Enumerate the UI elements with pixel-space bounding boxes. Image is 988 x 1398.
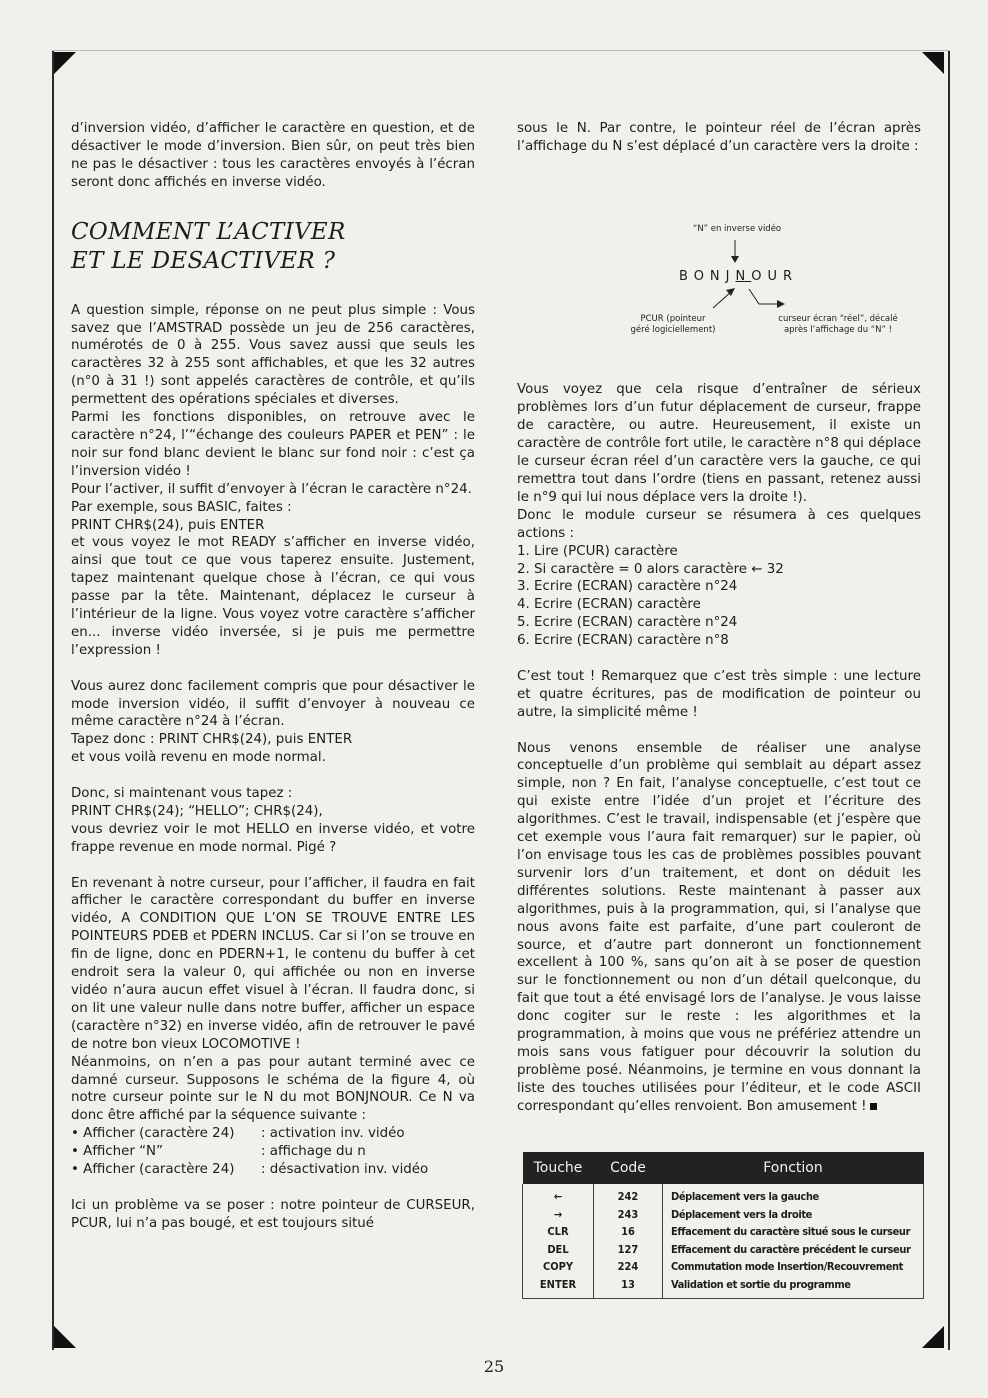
paragraph: Donc le module curseur se résumera à ces quelques actions : — [517, 507, 921, 541]
figure-label-left — [613, 314, 733, 336]
left-column — [71, 120, 475, 1233]
corner-mark-top-right — [922, 52, 944, 74]
paragraph: Par exemple, sous BASIC, faites : — [71, 499, 292, 515]
corner-mark-bottom-right — [922, 1326, 944, 1348]
label-line: PCUR (pointeur — [640, 313, 706, 324]
cursor-figure — [517, 156, 921, 335]
section-heading — [71, 218, 475, 276]
table-cell-key: DEL — [547, 1242, 569, 1256]
function-column — [663, 1184, 924, 1299]
label-line: après l’affichage du “N” ! — [783, 324, 893, 335]
word-part: OUR — [751, 268, 798, 284]
word-underlined-letter: N — [735, 268, 752, 284]
paragraph: Ici un problème va se poser : notre pointeur de CURSEUR, PCUR, lui n’a pas bougé, et est toujours situé — [71, 1197, 475, 1231]
step-item: 4. Ecrire (ECRAN) caractère — [517, 597, 701, 613]
paragraph: Vous voyez que cela risque d’entraîner de sérieux problèmes lors d’un futur déplacement de curseur, frappe de caractère, ou autre. Heureusement, il existe un caractère de contrôle fort utile, le caractère n°8 qui déplace le curseur écran réel d’un caractère vers la gauche, ce qui remettra tout dans l’ordre (tiens en passant, retenez aussi le n°9 qui lui nous déplace vers la droite !). — [517, 382, 921, 505]
bullet-effect: : activation inv. vidéo — [261, 1126, 405, 1142]
label-line: géré logiciellement) — [630, 324, 716, 335]
table-cell-key: CLR — [547, 1225, 569, 1238]
bullet-effect: : désactivation inv. vidéo — [261, 1162, 429, 1178]
table-cell-code: 242 — [617, 1190, 639, 1203]
paragraph: vous devriez voir le mot HELLO en inverse vidéo, et votre frappe revenue en mode normal. Pigé ? — [71, 821, 475, 855]
key-table — [522, 1152, 924, 1299]
code-line: PRINT CHR$(24); “HELLO”; CHR$(24), — [71, 803, 323, 819]
right-column — [517, 120, 921, 1116]
step-item: 1. Lire (PCUR) caractère — [517, 543, 678, 559]
table-cell-code: 243 — [617, 1207, 639, 1221]
table-cell-function: Effacement du caractère situé sous le curseur — [671, 1225, 911, 1238]
table-cell-code: 224 — [617, 1260, 639, 1273]
table-cell-code: 16 — [621, 1225, 635, 1238]
paragraph-text: Nous venons ensemble de réaliser une analyse conceptuelle d’un problème qui semblait au départ assez simple, non ? En fait, l’analyse conceptuelle, c’est tout ce qui existe entre l’idée d’un projet et l’écriture des algorithmes. C’est le travail, indispensable (et j’espère que cet exemple vous l’aura fait remarquer) sur le papier, où l’on envisage tous les cas de problèmes possibles pouvant survenir lors d’un traitement, et dont on déduit les différentes solutions. Reste maintenant à passer aux algorithmes, puis à la programmation, qui, si l’analyse que nous avons faite est parfaite, d’une part couleront de source, et d’autre part donneront un fonctionnement excellent à 100 %, sans qu’on ait à se poser de question sur le fonctionnement ou non d’un détail quelconque, du fait que tout a été envisagé lors de l’analyse. Je vous laisse donc cogiter sur le reste : les algorithmes et la programmation, à moins que vous ne préfériez attendre un mois sans vous fatiguer pour découvrir la solution du problème posé. Néanmoins, je termine en vous donnant la liste des touches utilisées pour l’éditeur, et le code ASCII correspondant qu’elles renvoient. Bon amusement ! — [517, 740, 921, 1114]
paragraph: Donc, si maintenant vous tapez : — [71, 786, 293, 802]
paragraph: et vous voyez le mot READY s’afficher en inverse vidéo, ainsi que tout ce que vous taperez ensuite. Justement, tapez maintenant quelque chose à l’écran, ce qui vous passe par la tête. Maintenant, déplacez le curseur à l’intérieur de la ligne. Vous voyez votre caractère s’afficher en... inverse vidéo inversée, si je puis me permettre l’expression ! — [71, 535, 475, 658]
paragraph — [517, 740, 921, 1116]
corner-mark-bottom-left — [54, 1326, 76, 1348]
word-part: BONJ — [679, 268, 736, 284]
column-header-key: Touche — [523, 1152, 594, 1184]
bullet-effect: : affichage du n — [261, 1144, 366, 1160]
table-cell-function: Déplacement vers la gauche — [671, 1190, 819, 1203]
step-item: 6. Ecrire (ECRAN) caractère n°8 — [517, 633, 729, 649]
heading-line-1: COMMENT L’ACTIVER — [71, 218, 346, 245]
paragraph: Tapez donc : PRINT CHR$(24), puis ENTER — [71, 732, 353, 748]
end-square-mark — [870, 1103, 877, 1110]
step-item: 3. Ecrire (ECRAN) caractère n°24 — [517, 579, 738, 595]
bullet-action: • Afficher “N” — [71, 1144, 164, 1160]
table-cell-function: Effacement du caractère précédent le curseur — [671, 1242, 911, 1256]
column-header-code: Code — [594, 1152, 663, 1184]
figure-label-top: “N” en inverse vidéo — [692, 223, 782, 234]
frame-top-rule — [52, 50, 950, 51]
paragraph: En revenant à notre curseur, pour l’afficher, il faudra en fait afficher le caractère correspondant du buffer en inverse vidéo, A CONDITION QUE L’ON SE TROUVE ENTRE LES POINTEURS PDEB et PDERN INCLUS. Car si l’on se trouve en fin de ligne, donc en PDERN+1, le contenu du buffer à cet endroit sera la valeur 0, qui affichée ou non en inverse vidéo n’aura aucun effet visuel à l’écran. Il faudra donc, si on lit une valeur nulle dans notre buffer, afficher un espace (caractère n°32) en inverse vidéo, afin de retrouver le pavé de notre bon vieux LOCOMOTIVE ! — [71, 875, 475, 1052]
paragraph: Pour l’activer, il suffit d’envoyer à l’écran le caractère n°24. — [71, 481, 472, 497]
paragraph: et vous voilà revenu en mode normal. — [71, 750, 326, 766]
step-item: 5. Ecrire (ECRAN) caractère n°24 — [517, 615, 738, 631]
paragraph: A question simple, réponse on ne peut plus simple : Vous savez que l’AMSTRAD possède un jeu de 256 caractères, numérotés de 0 à 255. Vous savez aussi que seuls les caractères 32 à 255 sont affichables, et que les 32 autres (n°0 à 31 !) sont appelés caractères de contrôle, et qu’ils permettent des opérations spéciales et diverses. — [71, 302, 475, 408]
code-column — [594, 1184, 663, 1299]
table-cell-function: Commutation mode Insertion/Recouvrement — [671, 1260, 904, 1273]
bullet-action: • Afficher (caractère 24) — [71, 1126, 235, 1142]
table-cell-key: ENTER — [539, 1277, 577, 1291]
table-cell-key: COPY — [542, 1260, 574, 1273]
table-cell-function: Validation et sortie du programme — [671, 1277, 851, 1291]
key-column — [523, 1184, 594, 1299]
paragraph: d’inversion vidéo, d’afficher le caractère en question, et de désactiver le mode d’inversion. Bien sûr, on peut très bien ne pas le désactiver : tous les caractères envoyés à l’écran seront donc affichés en inverse vidéo. — [71, 121, 475, 190]
page-number: 25 — [483, 1357, 505, 1376]
figure-arrows — [517, 156, 921, 328]
heading-line-2: ET LE DESACTIVER ? — [71, 247, 336, 274]
table-header-row — [523, 1152, 924, 1184]
bullet-item — [71, 1143, 475, 1161]
figure-word — [679, 268, 798, 286]
bullet-action: • Afficher (caractère 24) — [71, 1162, 235, 1178]
table-cell-key: ← — [553, 1190, 563, 1203]
paragraph: sous le N. Par contre, le pointeur réel de l’écran après l’affichage du N s’est déplacé d’un caractère vers la droite : — [517, 121, 921, 154]
table-body-row — [523, 1184, 924, 1299]
bullet-item — [71, 1161, 475, 1179]
column-header-function: Fonction — [663, 1152, 924, 1184]
paragraph: Parmi les fonctions disponibles, on retrouve avec le caractère n°24, l’“échange des couleurs PAPER et PEN” : le noir sur fond blanc devient le blanc sur fond noir : c’est ça l’inversion vidéo ! — [71, 410, 475, 479]
figure-label-right — [753, 314, 923, 336]
step-item: 2. Si caractère = 0 alors caractère ← 32 — [517, 561, 784, 577]
paragraph: Néanmoins, on n’en a pas pour autant terminé avec ce damné curseur. Supposons le schéma de la figure 4, où notre curseur pointe sur le N du mot BONJNOUR. Ce N va donc être affiché par la séquence suivante : — [71, 1054, 475, 1124]
label-line: curseur écran “réel”, décalé — [778, 313, 898, 324]
paragraph: C’est tout ! Remarquez que c’est très simple : une lecture et quatre écritures, pas de modification de pointeur ou autre, la simplicité même ! — [517, 668, 921, 720]
table-cell-key: → — [553, 1207, 563, 1221]
code-line: PRINT CHR$(24), puis ENTER — [71, 517, 265, 533]
table-cell-code: 127 — [617, 1242, 639, 1256]
paragraph: Vous aurez donc facilement compris que pour désactiver le mode inversion vidéo, il suffit d’envoyer à nouveau ce même caractère n°24 à l’écran. — [71, 678, 475, 730]
table-cell-code: 13 — [621, 1277, 635, 1291]
table-cell-function: Déplacement vers la droite — [671, 1207, 813, 1221]
corner-mark-top-left — [54, 52, 76, 74]
bullet-item — [71, 1125, 475, 1143]
